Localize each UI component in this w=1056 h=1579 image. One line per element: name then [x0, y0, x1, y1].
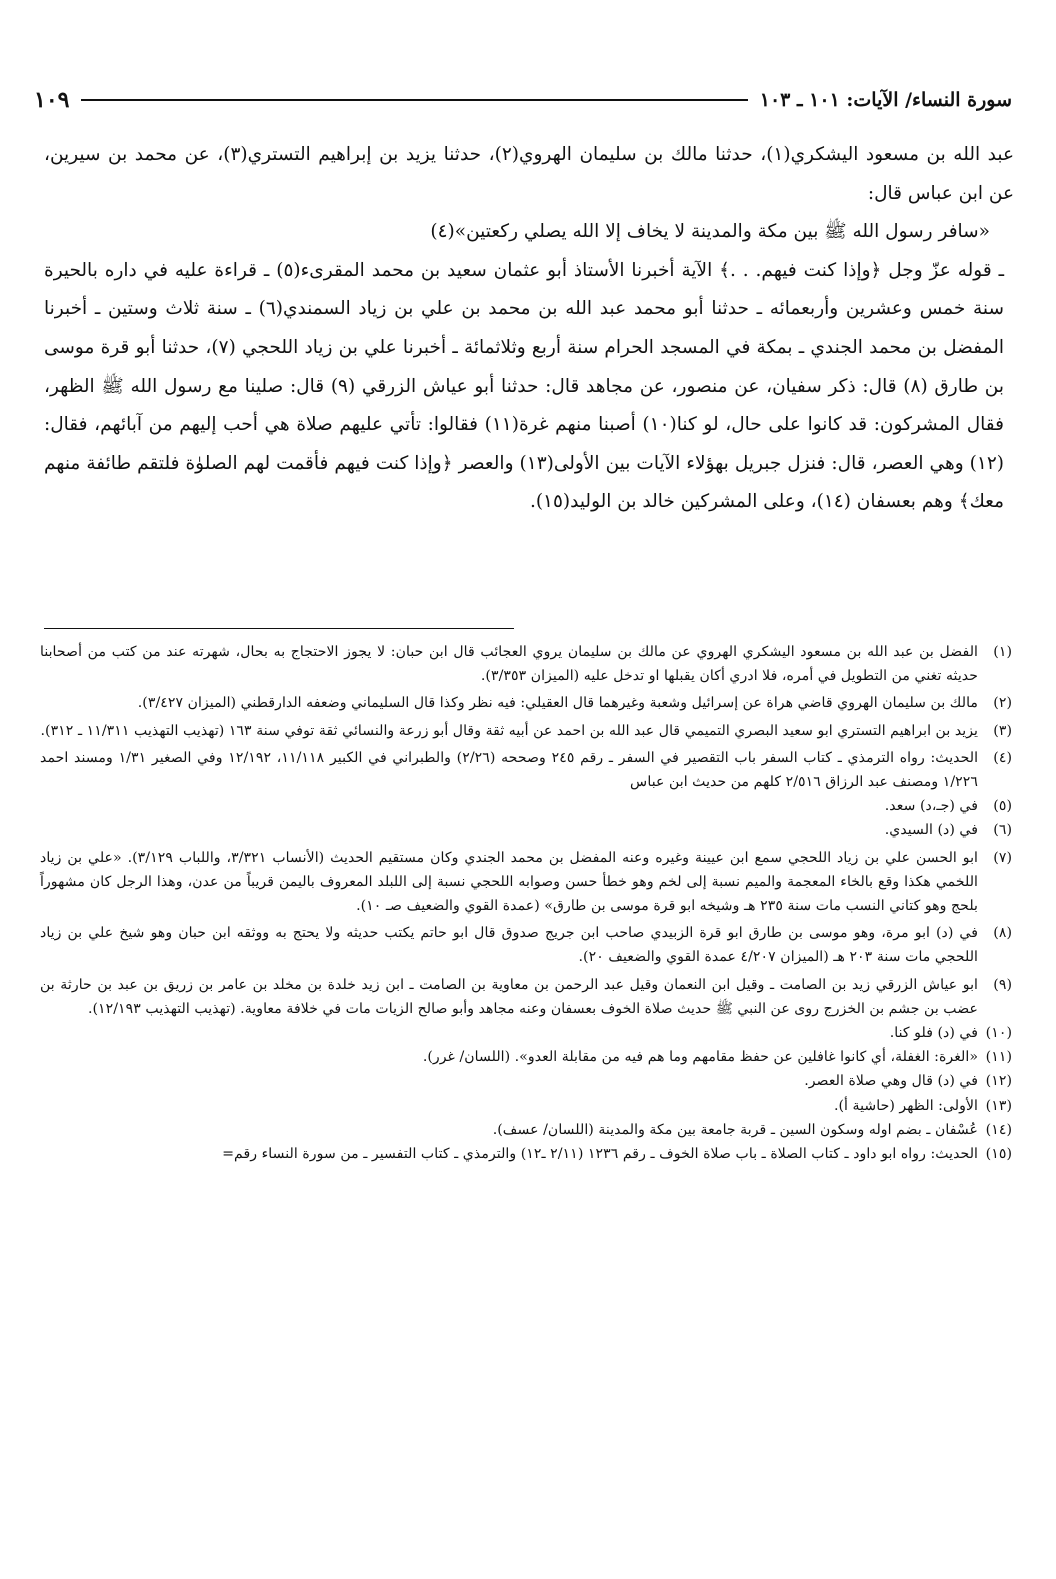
footnote-item	[40, 846, 1012, 919]
footnote-item	[40, 1021, 1012, 1045]
footnote-text: في (جـ،د) سعد.	[884, 798, 978, 815]
footnote-item	[40, 1069, 1012, 1093]
running-title: سورة النساء/ الآيات: ١٠١ ـ ١٠٣	[759, 89, 1012, 111]
footnote-separator	[44, 628, 514, 629]
footnote-number: (١٢)	[985, 1073, 1012, 1090]
footnote-text: ابو الحسن علي بن زياد اللحجي سمع ابن عيينة وغيره وعنه المفضل بن محمد الجندي وكان مستقيم الحديث (الأنساب ٣/٣٢١، واللباب ٣/١٢٩). «علي بن زياد اللخمي هكذا وقع بالخاء المعجمة والميم نسبة إلى لخم وهو خطأ حسن وصوابه اللحجي نسبة إلى اللبلد المعروف باليمن قريباً من عدن، وهذا الرجل كان مشهوراً بلحج وهو كتاني النسب مات سنة ٢٣٥ هـ وشيخه ابو قرة موسى بن طارق» (عمدة القوي والضعيف صـ ١٠).	[40, 849, 979, 915]
footnote-text: عُسْفان ـ بضم اوله وسكون السين ـ قربة جامعة بين مكة والمدينة (اللسان/ عسف).	[492, 1121, 978, 1138]
page-number: ١٠٩	[34, 87, 70, 113]
footnote-item	[40, 1118, 1012, 1142]
footnote-number: (٣)	[993, 722, 1012, 739]
footnote-number: (٤)	[993, 749, 1012, 766]
footnote-text: في (د) قال وهي صلاة العصر.	[804, 1073, 978, 1090]
footnote-item	[40, 1142, 1012, 1166]
footnote-item	[40, 746, 1012, 794]
footnote-text: يزيد بن ابراهيم التستري ابو سعيد البصري التميمي قال عبد الله بن احمد عن أبيه ثقة وقال أبو زرعة والنسائي ثقة توفي سنة ١٦٣ (تهذيب التهذيب ١١/٣١١ ـ ٣١٢).	[40, 722, 978, 739]
footnote-number: (٩)	[993, 976, 1012, 993]
hadith-quote: «سافر رسول الله ﷺ بين مكة والمدينة لا يخاف إلا الله يصلي ركعتين»(٤)	[430, 221, 990, 243]
footnote-text: في (د) السيدي.	[884, 822, 978, 839]
footnote-number: (١٥)	[985, 1146, 1012, 1163]
footnote-text: ابو عياش الزرقي زيد بن الصامت ـ وقيل ابن النعمان وقيل عبد الرحمن بن معاوية بن الصامت ـ ابن زيد خلدة بن مخلد بن عامر بن زريق بن عبد بن حارثة بن عضب بن جشم بن الخزرج روى عن النبي ﷺ حديث صلاة الخوف بعسفان وعنه مجاهد وأبو صالح الزيات مات في خلافة معاوية. (تهذيب التهذيب ١٢/١٩٣).	[40, 976, 978, 1017]
footnote-item	[40, 719, 1012, 743]
footnote-item	[40, 973, 1012, 1021]
footnote-item	[40, 794, 1012, 818]
page-header	[34, 80, 1012, 120]
footnote-number: (٧)	[993, 849, 1012, 866]
footnote-text: الحديث: رواه ابو داود ـ كتاب الصلاة ـ باب صلاة الخوف ـ رقم ١٢٣٦ (٢/١١ ـ١٢) والترمذي ـ كتاب التفسير ـ من سورة النساء رقم=	[222, 1146, 978, 1163]
asbab-paragraph: ـ قوله عزّ وجل ﴿وإذا كنت فيهم. . .﴾ الآية أخبرنا الأستاذ أبو عثمان سعيد بن محمد المقرىء(٥) ـ قراءة عليه في داره بالحيرة سنة خمس وعشرين وأربعمائه ـ حدثنا أبو محمد عبد الله بن محمد بن علي بن زياد السمندي(٦) ـ سنة ثلاث وستين ـ أخبرنا المفضل بن محمد الجندي ـ بمكة في المسجد الحرام سنة أربع وثلاثمائة ـ أخبرنا علي بن زياد اللحجي (٧)، حدثنا أبو قرة موسى بن طارق (٨) قال: ذكر سفيان، عن منصور، عن مجاهد قال: حدثنا أبو عياش الزرقي (٩) قال: صلينا مع رسول الله ﷺ الظهر، فقال المشركون: قد كانوا على حال، لو كنا(١٠) أصبنا منهم غرة(١١) فقالوا: تأتي عليهم صلاة هي أحب إليهم من آبائهم، فقال: (١٢) وهي العصر، قال: فنزل جبريل بهؤلاء الآيات بين الأولى(١٣) والعصر ﴿وإذا كنت فيهم فأقمت لهم الصلوٰة فلتقم طائفة منهم معك﴾ وهم بعسفان (١٤)، وعلى المشركين خالد بن الوليد(١٥).	[44, 259, 1005, 513]
footnote-number: (١٠)	[985, 1025, 1012, 1042]
footnote-item	[40, 818, 1012, 842]
footnote-text: في (د) ابو مرة، وهو موسى بن طارق ابو قرة الزبيدي صاحب ابن جريج صدوق قال ابو حاتم يكتب حديثه ولا يحتج به ووثقه ابن حبان وهو شيخ علي بن زياد اللحجي مات سنة ٢٠٣ هـ (الميزان ٤/٢٠٧ عمدة القوي والضعيف ٢٠).	[40, 925, 978, 966]
footnote-text: الأولى: الظهر (حاشية أ).	[833, 1097, 978, 1114]
footnote-number: (٦)	[993, 822, 1012, 839]
footnote-text: «الغرة: الغفلة، أي كانوا غافلين عن حفظ مقامهم وما هم فيه من مقابلة العدو». (اللسان/ غرر).	[422, 1049, 978, 1066]
footnote-text: مالك بن سليمان الهروي قاضي هراة عن إسرائيل وشعبة وغيرهما قال العقيلي: فيه نظر وكذا قال السليماني وضعفه الدارقطني (الميزان ٣/٤٢٧).	[137, 695, 978, 712]
footnote-number: (١٤)	[985, 1121, 1012, 1138]
footnote-item	[40, 1045, 1012, 1069]
footnote-item	[40, 1094, 1012, 1118]
footnote-number: (٨)	[993, 925, 1012, 942]
footnote-item	[40, 691, 1012, 715]
footnote-text: في (د) فلو كنا.	[889, 1025, 978, 1042]
header-rule	[81, 99, 747, 101]
footnote-number: (١٣)	[985, 1097, 1012, 1114]
isnad-paragraph: عبد الله بن مسعود اليشكري(١)، حدثنا مالك بن سليمان الهروي(٢)، حدثنا يزيد بن إبراهيم التستري(٣)، عن محمد بن سيرين، عن ابن عباس قال:	[44, 144, 1014, 204]
footnote-text: الفضل بن عبد الله بن مسعود اليشكري الهروي عن مالك بن سليمان يروي العجائب قال ابن حبان: لا يجوز الاحتجاج به بحال، شهرته عند من كتب من أصحابنا حديثه تغني من التطويل في أمره، فلا ادري أكان يقبلها او تدخل عليه (الميزان ٣/٣٥٣).	[40, 644, 978, 685]
footnote-text: الحديث: رواه الترمذي ـ كتاب السفر باب التقصير في السفر ـ رقم ٢٤٥ وصححه (٢/٢٦) والطبراني في الكبير ١١/١١٨، ١٢/١٩٢ وفي الصغير ١/٣١ ومسند احمد ١/٢٢٦ ومصنف عبد الرزاق ٢/٥١٦ كلهم من حديث ابن عباس	[40, 749, 979, 791]
footnote-item	[40, 640, 1012, 688]
footnote-number: (٢)	[993, 695, 1012, 712]
footnote-item	[40, 921, 1012, 969]
footnotes	[40, 640, 1012, 1166]
main-text	[44, 136, 1014, 522]
footnote-number: (١)	[993, 644, 1012, 660]
footnote-number: (١١)	[985, 1049, 1012, 1066]
footnote-number: (٥)	[993, 798, 1012, 815]
